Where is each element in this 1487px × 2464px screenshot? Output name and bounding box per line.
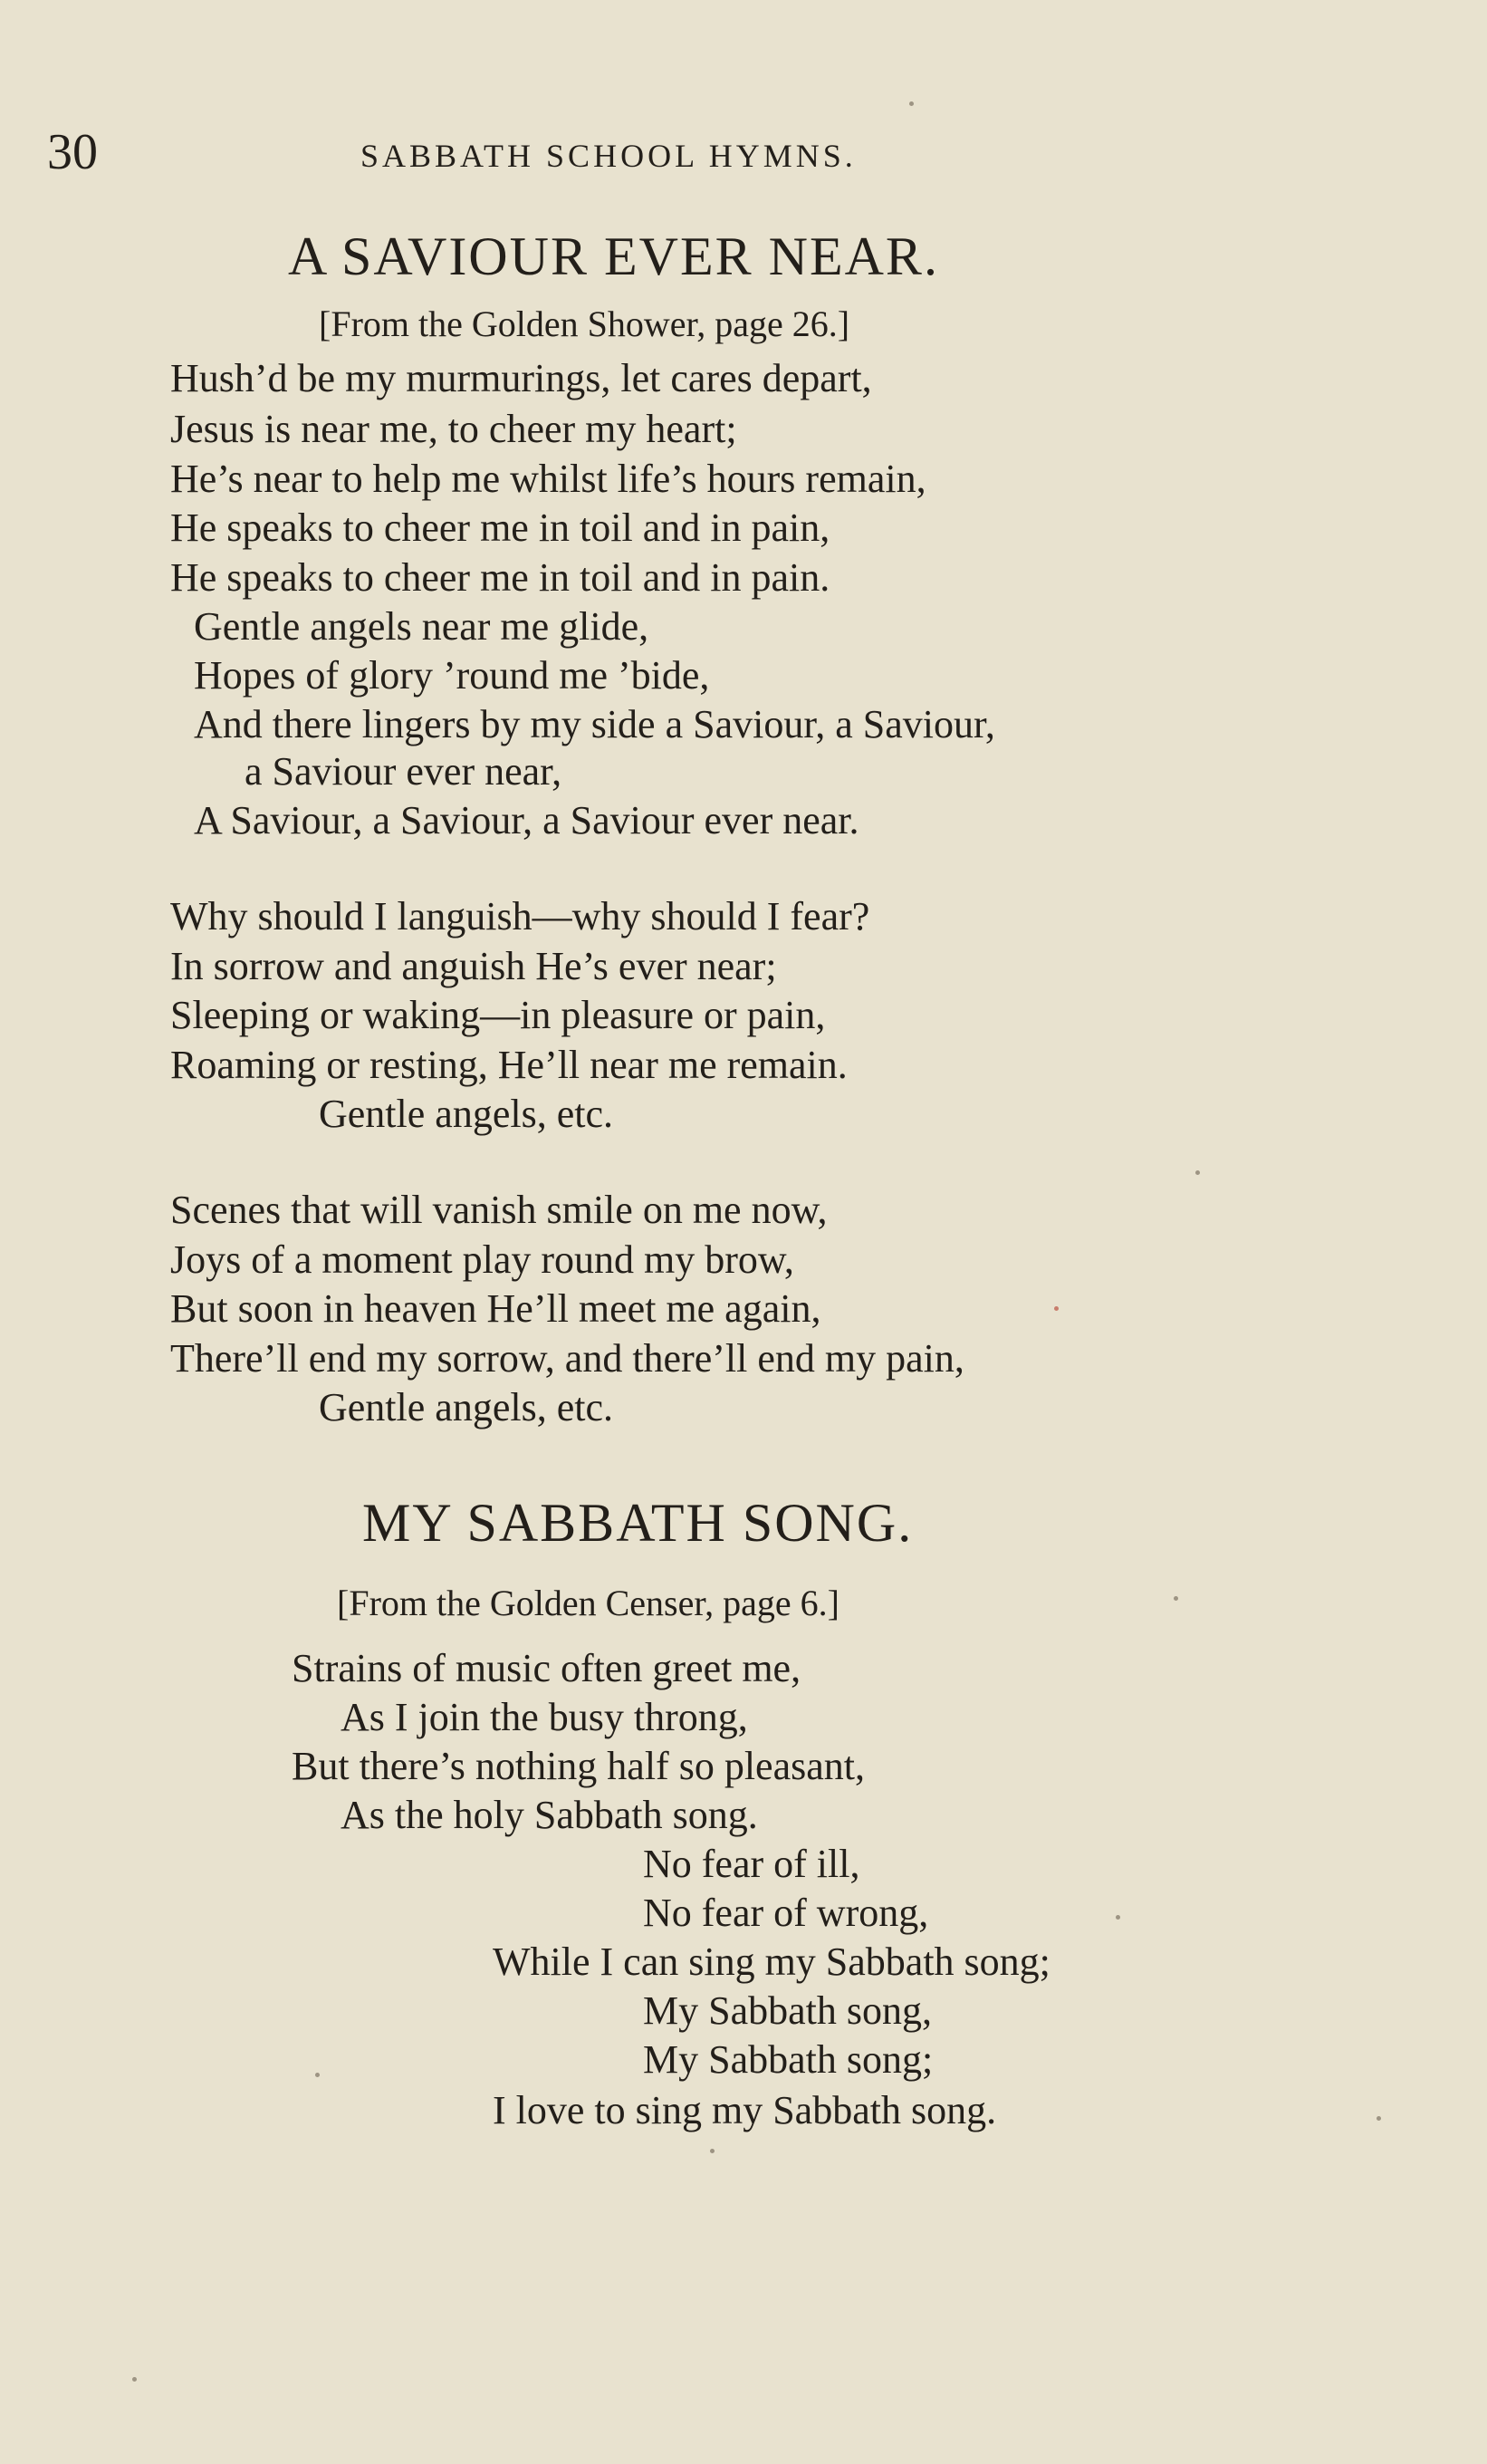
ink-speck (1054, 1306, 1059, 1311)
verse-line: Roaming or resting, He’ll near me remain. (170, 1043, 848, 1087)
verse-line: Sleeping or waking—in pleasure or pain, (170, 993, 826, 1037)
verse-line: As the holy Sabbath song. (341, 1793, 758, 1837)
verse-line: He speaks to cheer me in toil and in pain, (170, 505, 830, 550)
running-head: SABBATH SCHOOL HYMNS. (360, 138, 857, 174)
paper-speck (1116, 1915, 1120, 1920)
verse-line: But there’s nothing half so pleasant, (292, 1744, 865, 1788)
chorus-line: My Sabbath song, (643, 1988, 932, 2033)
refrain-line: Gentle angels, etc. (319, 1092, 613, 1136)
verse-line: He speaks to cheer me in toil and in pain. (170, 555, 830, 600)
chorus-line: While I can sing my Sabbath song; (493, 1939, 1050, 1984)
chorus-line: No fear of ill, (643, 1842, 860, 1886)
chorus-line: a Saviour ever near, (245, 749, 562, 794)
verse-line: Jesus is near me, to cheer my heart; (170, 407, 737, 451)
verse-line: In sorrow and anguish He’s ever near; (170, 944, 777, 988)
verse-line: Joys of a moment play round my brow, (170, 1237, 794, 1282)
hymn-title: MY SABBATH SONG. (362, 1493, 914, 1553)
verse-line: There’ll end my sorrow, and there’ll end my pain, (170, 1336, 964, 1381)
hymn-title: A SAVIOUR EVER NEAR. (288, 226, 939, 286)
paper-speck (315, 2073, 320, 2077)
verse-line: He’s near to help me whilst life’s hours remain, (170, 457, 926, 501)
verse-line: Scenes that will vanish smile on me now, (170, 1188, 828, 1232)
refrain-line: Gentle angels, etc. (319, 1385, 613, 1429)
paper-speck (132, 2377, 137, 2382)
chorus-line: Gentle angels near me glide, (194, 604, 649, 649)
chorus-line: A Saviour, a Saviour, a Saviour ever near. (194, 798, 859, 842)
paper-speck (710, 2149, 715, 2153)
verse-line: But soon in heaven He’ll meet me again, (170, 1286, 821, 1331)
chorus-line: Hopes of glory ’round me ’bide, (194, 653, 710, 698)
paper-speck (1377, 2116, 1381, 2121)
chorus-line: No fear of wrong, (643, 1891, 929, 1935)
hymn-source: [From the Golden Shower, page 26.] (319, 303, 850, 344)
paper-speck (1195, 1170, 1200, 1175)
chorus-line: And there lingers by my side a Saviour, a Saviour, (194, 702, 995, 746)
hymn-source: [From the Golden Censer, page 6.] (337, 1583, 839, 1623)
page-header (47, 125, 1043, 179)
verse-line: Strains of music often greet me, (292, 1646, 801, 1690)
verse-line: Why should I languish—why should I fear? (170, 894, 870, 938)
verse-line: Hush’d be my murmurings, let cares depart, (170, 356, 872, 400)
chorus-line: I love to sing my Sabbath song. (493, 2088, 997, 2132)
page-number: 30 (47, 124, 98, 180)
verse-line: As I join the busy throng, (341, 1695, 748, 1739)
paper-speck (909, 101, 914, 106)
chorus-line: My Sabbath song; (643, 2037, 934, 2082)
paper-speck (1174, 1596, 1178, 1601)
